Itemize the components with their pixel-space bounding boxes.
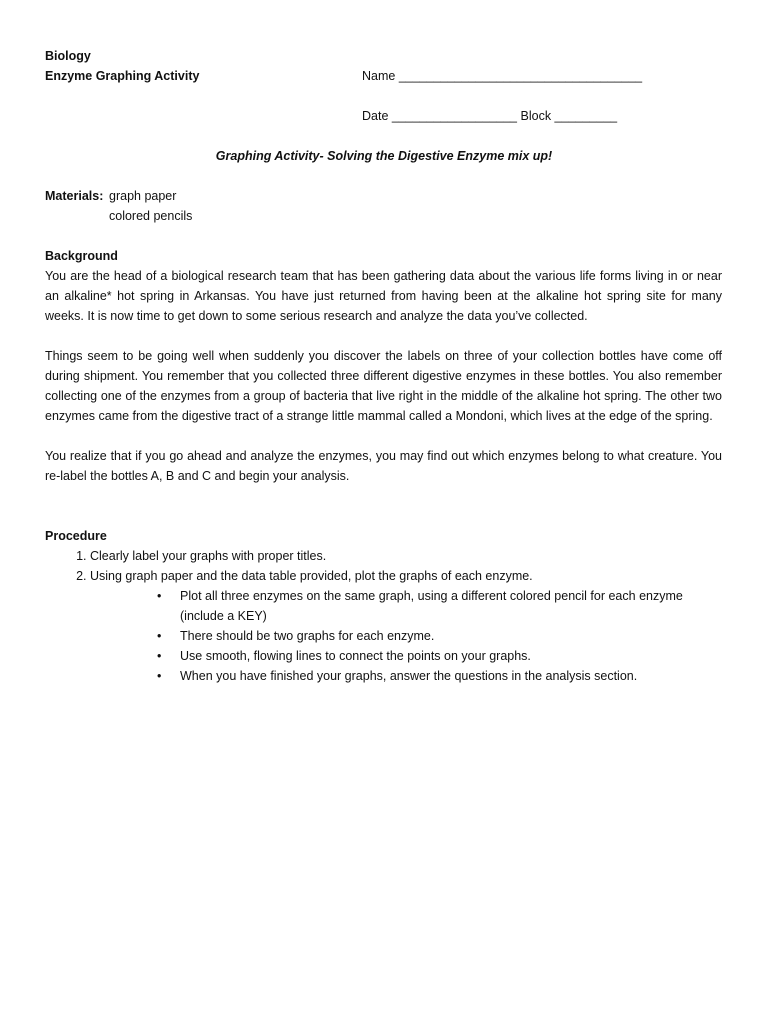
- block-field: Block _________: [520, 109, 618, 123]
- date-field: Date __________________: [362, 109, 518, 123]
- background-heading: Background: [45, 249, 118, 263]
- bullet-icon: •: [157, 589, 162, 603]
- bullet-item: • When you have finished your graphs, answer the questions in the analysis section.: [135, 666, 722, 686]
- background-paragraph: Things seem to be going well when suddenly you discover the labels on three of your collection bottles have come off during shipment. You remember that you collected three different digestive enzymes in these bottles. You also remember collecting one of the enzymes from a group of bacteria that live right in the middle of the alkaline hot spring. The other two enzymes came from the digestive tract of a strange little mammal called a Mondoni, which lives at the edge of the spring.: [45, 349, 722, 423]
- procedure-bullets: [135, 586, 722, 686]
- activity-title: Enzyme Graphing Activity: [45, 69, 200, 83]
- bullet-icon: •: [157, 649, 162, 663]
- background-section: [45, 246, 722, 486]
- bullet-item: • There should be two graphs for each enzyme.: [135, 626, 722, 646]
- bullet-item: • Use smooth, flowing lines to connect the points on your graphs.: [135, 646, 722, 666]
- background-paragraph: You are the head of a biological research team that has been gathering data about the various life forms living in or near an alkaline* hot spring in Arkansas. You have just returned from having been at the alkaline hot spring site for many weeks. It is now time to get down to some serious research and analyze the data you’ve collected.: [45, 269, 722, 323]
- materials-label: Materials:: [45, 189, 104, 203]
- header-left: [45, 46, 199, 86]
- material-item: graph paper: [109, 189, 177, 203]
- materials-section: [45, 186, 192, 226]
- subject-label: Biology: [45, 49, 91, 63]
- date-block-row: [362, 106, 617, 126]
- bullet-item: • Plot all three enzymes on the same graph, using a different colored pencil for each enzyme (include a KEY): [135, 586, 722, 626]
- procedure-steps: [45, 546, 722, 586]
- activity-heading: Graphing Activity- Solving the Digestive Enzyme mix up!: [215, 149, 553, 163]
- bullet-icon: •: [157, 669, 162, 683]
- name-label: Name ___________________________________: [362, 69, 643, 83]
- name-field: [362, 66, 642, 86]
- procedure-heading: Procedure: [45, 529, 107, 543]
- material-item: colored pencils: [109, 209, 193, 223]
- procedure-step: 2. Using graph paper and the data table provided, plot the graphs of each enzyme.: [90, 566, 722, 586]
- procedure-step: 1. Clearly label your graphs with proper titles.: [90, 546, 722, 566]
- bullet-icon: •: [157, 629, 162, 643]
- background-paragraph: You realize that if you go ahead and analyze the enzymes, you may find out which enzymes belong to what creature. You re-label the bottles A, B and C and begin your analysis.: [45, 449, 722, 483]
- procedure-section: [45, 526, 722, 686]
